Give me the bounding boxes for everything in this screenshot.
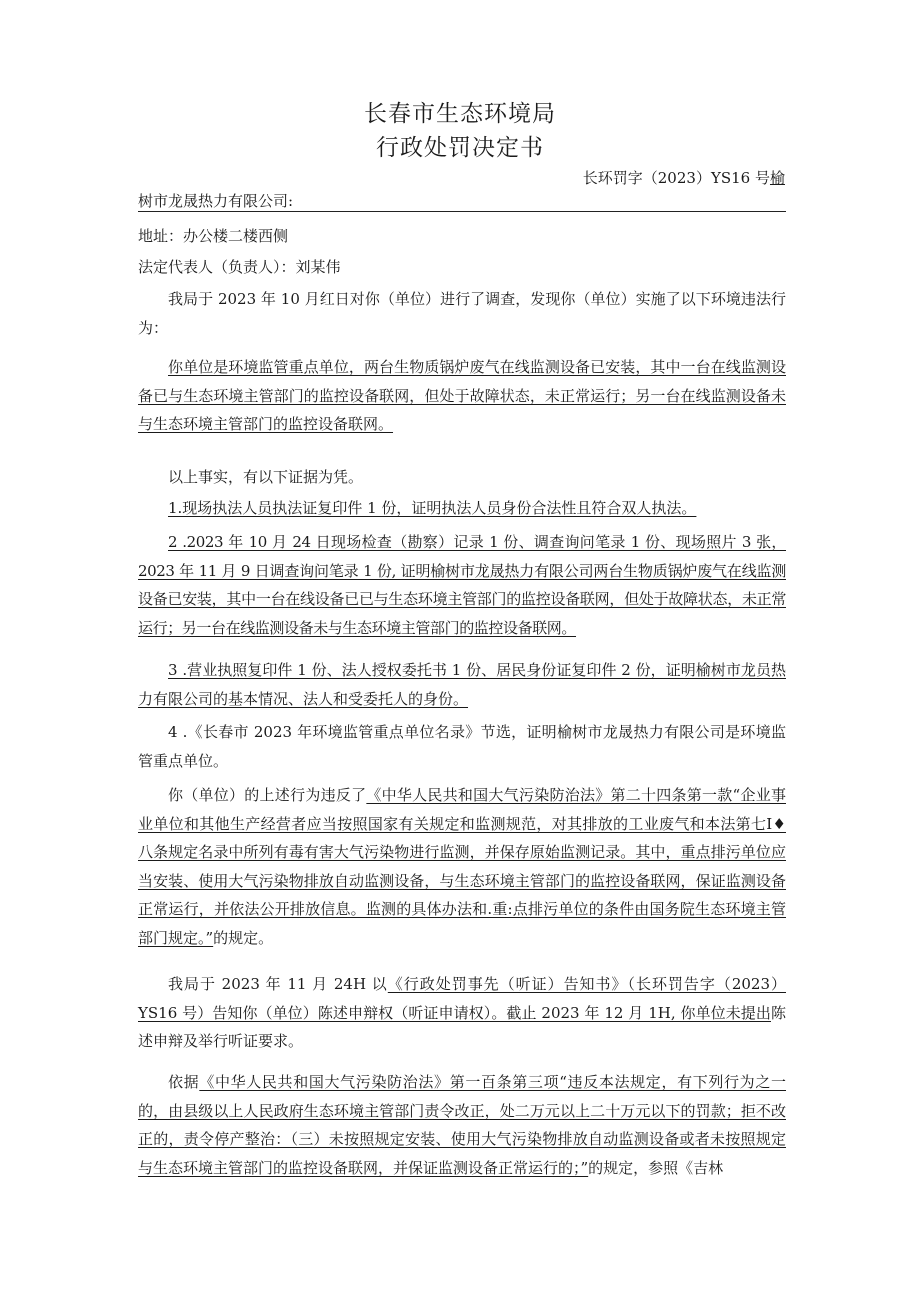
paragraph-investigation: 我局于 2023 年 10 月红日对你（单位）进行了调查，发现你（单位）实施了以下环境违法行为： [138, 290, 786, 337]
recipient-legal-rep: 法定代表人（负责人）：刘某伟 [138, 258, 341, 276]
document-type-title: 行政处罚决定书 [376, 135, 544, 161]
notification-lead: 我局于 2023 年 11 月 24H 以 [168, 975, 388, 993]
legal-violation-tail: 的规定。 [213, 928, 274, 947]
paragraph-violation-facts: 你单位是环境监管重点单位，两台生物质锅炉废气在线监测设备已安装，其中一台在线监测设备已与生态环境主管部门的监控设备联网，但处于故障状态，未正常运行；另一台在线监测设备未与生态环境主管部门的监控设备联网。 [138, 358, 786, 433]
evidence-item-3: 3 .营业执照复印件 1 份、法人授权委托书 1 份、居民身份证复印件 2 份，证明榆树市龙员热力有限公司的基本情况、法人和受委托人的身份。 [138, 661, 786, 708]
document-number-prefix: 长环罚字（2023）YS16 号 [582, 169, 770, 187]
paragraph-evidence-intro: 以上事实，有以下证据为凭。 [168, 468, 364, 486]
legal-violation-citation: 《中华人民共和国大气污染防治法》第二十四条第一款“企业事业单位和其他生产经营者应当按照国家有关规定和监测规范，对其排放的工业废气和本法第七I♦八条规定名录中所列有毒有害大气污染物进行监测，并保存原始监测记录。其中，重点排污单位应当安装、使用大气污染物排放自动监测设备，与生态环境主管部门的监控设备联网，保证监测设备正常运行，并依法公开排放信息。监测的具体办法和.重:点排污单位的条件由国务院生态环境主管部门规定。” [138, 786, 786, 947]
notification-notice: 《行政处罚事先（听证）告知书》（长环罚告字（2023）YS16 号）告知你（单位）陈述申辩权（听证申请权）。截止 2023 年 12 月 1H, 你单位未提出 [138, 975, 786, 1022]
recipient-name: 树市龙晟热力有限公司: [138, 192, 294, 210]
recipient-line [138, 190, 786, 212]
document-number-suffix: 榆 [769, 169, 785, 187]
legal-violation-lead: 你（单位）的上述行为违反了 [168, 786, 367, 804]
penalty-basis-citation: 《中华人民共和国大气污染防治法》第一百条第三项“违反本法规定，有下列行为之一的，由县级以上人民政府生态环境主管部门责令改正，处二万元以上二十万元以下的罚款；拒不改正的，责令停产整治：（三）未按照规定安装、使用大气污染物排放自动监测设备或者未按照规定与生态环境主管部门的监控设备联网，并保证监测设备正常运行的；” [138, 1073, 786, 1177]
evidence-item-2: 2 .2023 年 10 月 24 日现场检查（勘察）记录 1 份、调查询问笔录 1 份、现场照片 3 张，2023 年 11 月 9 日调查询问笔录 1 份, 证明榆树市龙晟热力有限公司两台生物质锅炉废气在线监测设备已安装，其中一台在线设备已已与生态环境主管部门的监控设备联网，但处于故障状态，未正常运行；另一台在线监测设备未与生态环境主管部门的监控设备联网。 [138, 533, 786, 637]
recipient-address: 地址：办公楼二楼西侧 [138, 227, 289, 245]
evidence-item-4: 4 .《长春市 2023 年环境监管重点单位名录》节选，证明榆树市龙晟热力有限公司是环境监管重点单位。 [138, 723, 786, 770]
penalty-basis-lead: 依据 [168, 1073, 200, 1091]
paragraph-notification [138, 970, 786, 1056]
paragraph-penalty-basis [138, 1068, 786, 1182]
document-number [583, 167, 785, 188]
paragraph-legal-violation [138, 781, 786, 952]
evidence-item-1: 1.现场执法人员执法证复印件 1 份，证明执法人员身份合法性且符合双人执法。 [168, 499, 697, 517]
penalty-basis-tail: 的规定，参照《吉林 [588, 1158, 724, 1177]
agency-title: 长春市生态环境局 [364, 101, 556, 127]
notification-tail: 陈述申辩及举行听证要求。 [138, 1003, 786, 1050]
